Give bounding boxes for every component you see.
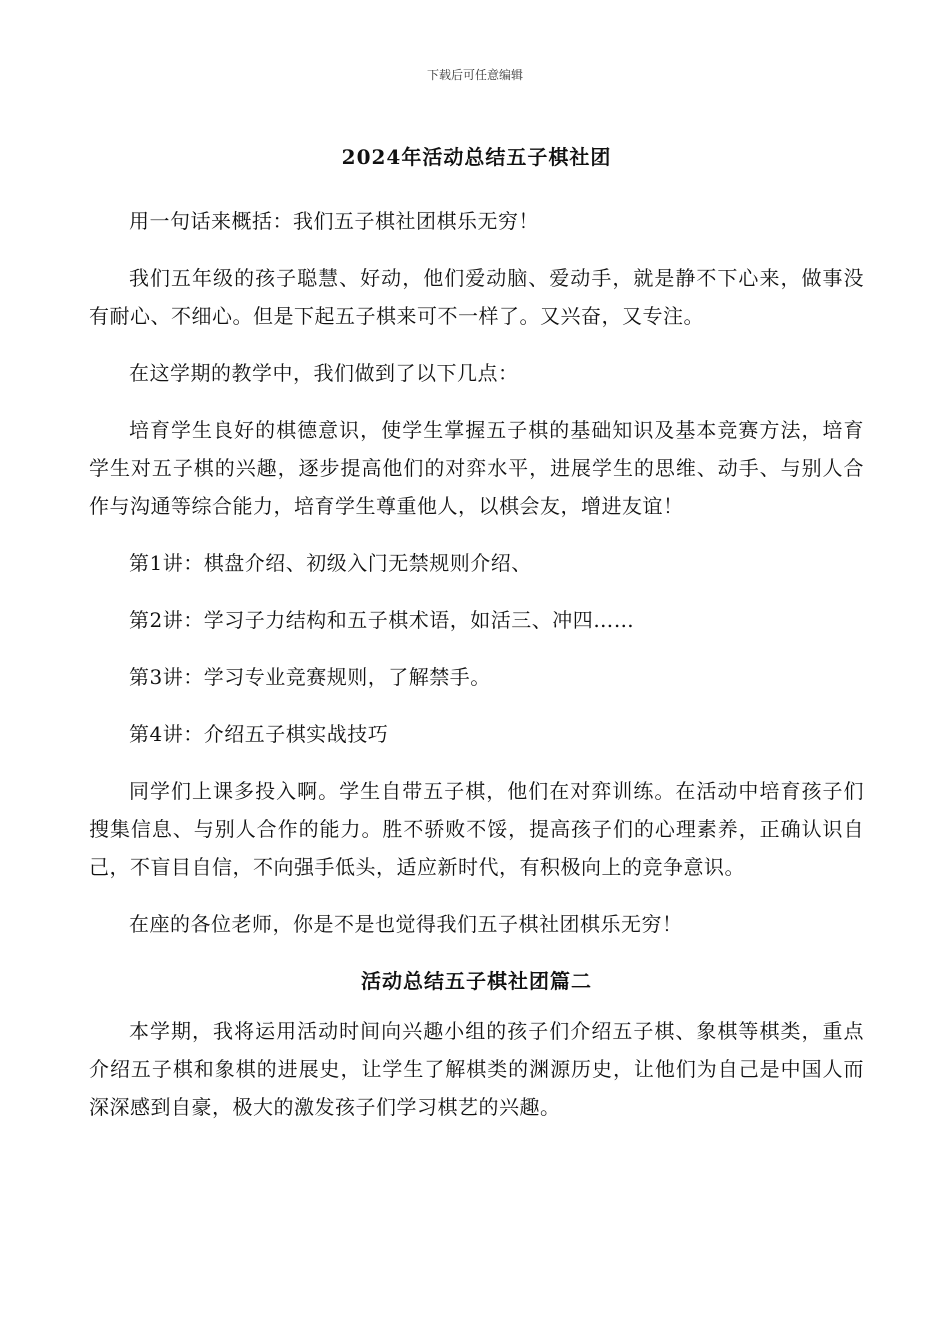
paragraph: 本学期，我将运用活动时间向兴趣小组的孩子们介绍五子棋、象棋等棋类，重点介绍五子棋和象棋的进展史，让学生了解棋类的渊源历史，让他们为自己是中国人而深深感到自豪，极大的激发孩子们学习棋艺的兴趣。 xyxy=(89,1019,864,1119)
page-header-note: 下载后可任意编辑 xyxy=(426,68,523,82)
document-title: 2024年活动总结五子棋社团 xyxy=(341,145,612,169)
lesson-item: 第2讲：学习子力结构和五子棋术语，如活三、冲四…… xyxy=(129,608,635,632)
section-title: 活动总结五子棋社团篇二 xyxy=(361,969,592,993)
paragraph: 同学们上课多投入啊。学生自带五子棋，他们在对弈训练。在活动中培育孩子们搜集信息、与别人合作的能力。胜不骄败不馁，提高孩子们的心理素养，正确认识自己，不盲目自信，不向强手低头，适应新时代，有积极向上的竞争意识。 xyxy=(89,779,864,879)
paragraph: 培育学生良好的棋德意识，使学生掌握五子棋的基础知识及基本竞赛方法，培育学生对五子棋的兴趣，逐步提高他们的对弈水平，进展学生的思维、动手、与别人合作与沟通等综合能力，培育学生尊重他人，以棋会友，增进友谊！ xyxy=(89,418,864,518)
paragraph: 我们五年级的孩子聪慧、好动，他们爱动脑、爱动手，就是静不下心来，做事没有耐心、不细心。但是下起五子棋来可不一样了。又兴奋，又专注。 xyxy=(89,266,864,328)
paragraph: 用一句话来概括：我们五子棋社团棋乐无穷！ xyxy=(129,209,539,233)
lesson-item: 第3讲：学习专业竞赛规则，了解禁手。 xyxy=(129,665,491,689)
lesson-item: 第1讲：棋盘介绍、初级入门无禁规则介绍、 xyxy=(129,551,532,575)
paragraph: 在这学期的教学中，我们做到了以下几点： xyxy=(129,361,519,385)
document-body xyxy=(89,138,864,1145)
paragraph: 在座的各位老师，你是不是也觉得我们五子棋社团棋乐无穷！ xyxy=(129,912,683,936)
lesson-item: 第4讲：介绍五子棋实战技巧 xyxy=(129,722,389,746)
